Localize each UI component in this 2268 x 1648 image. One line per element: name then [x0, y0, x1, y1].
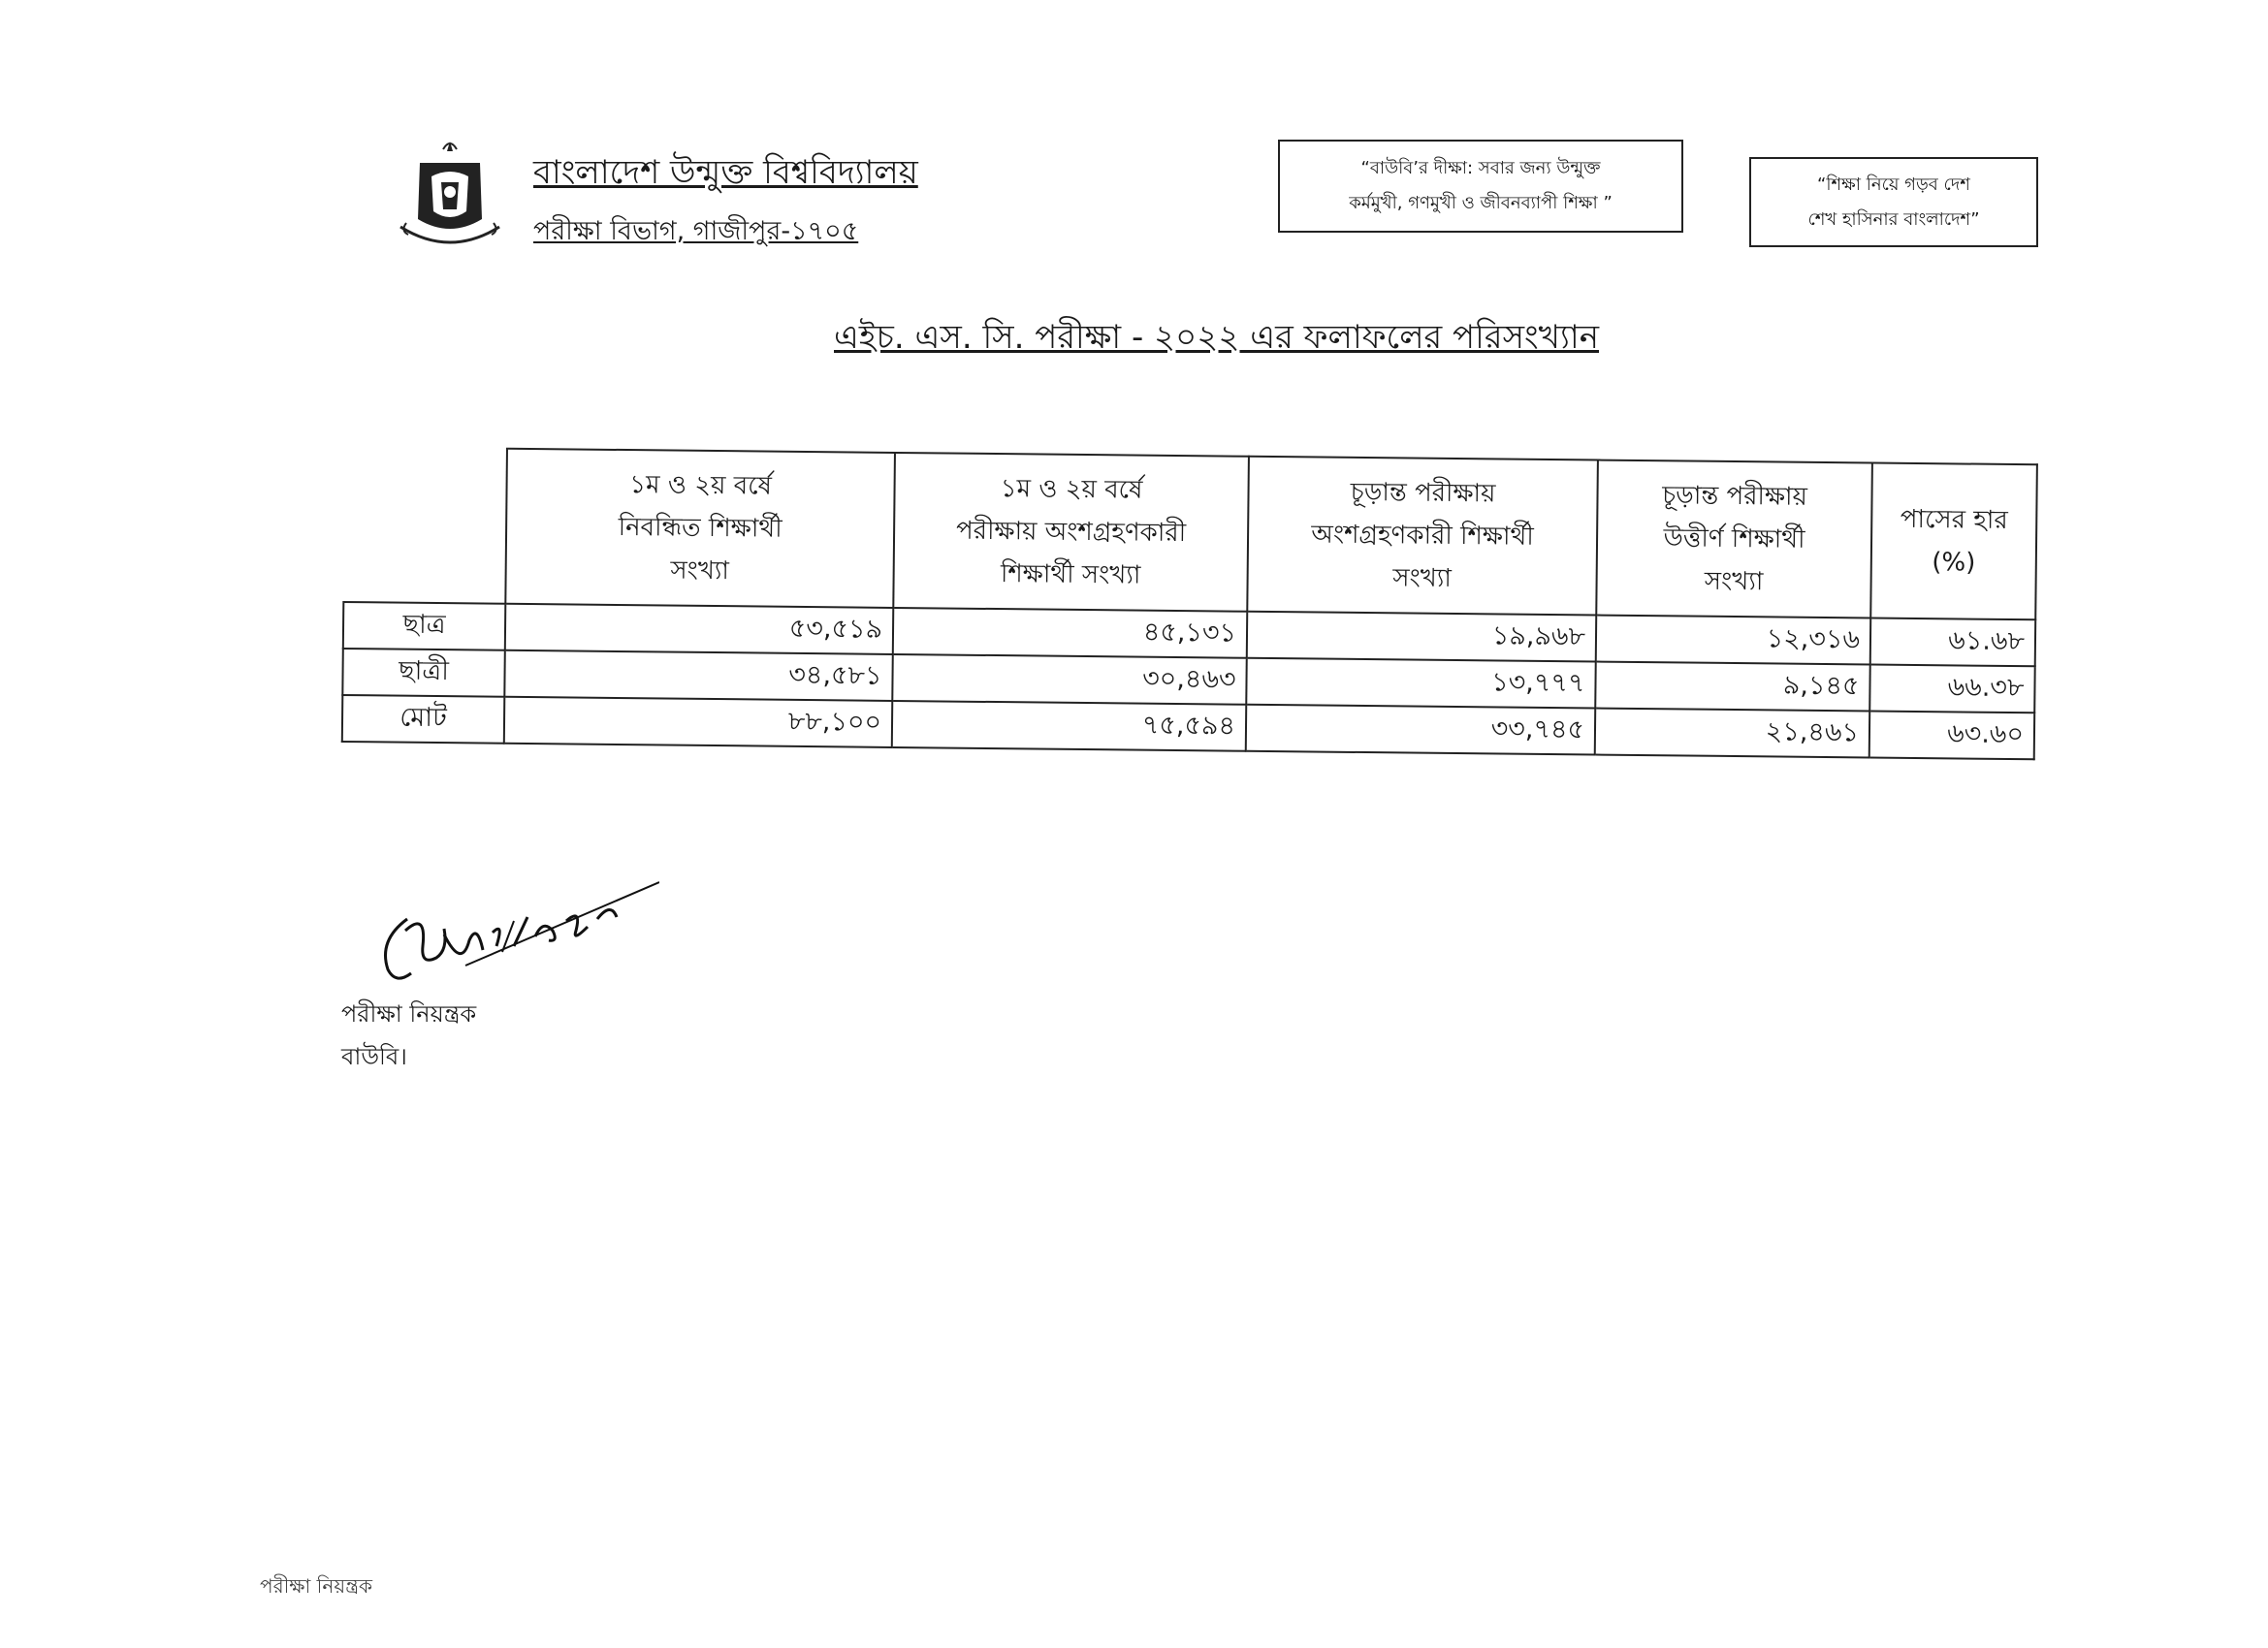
table-corner-cell	[343, 447, 507, 604]
column-header-passed: চূড়ান্ত পরীক্ষায় উত্তীর্ণ শিক্ষার্থী সংখ্যা	[1596, 460, 1872, 618]
registered-cell: ৮৮,১০০	[504, 697, 892, 747]
final-participants-cell: ১৩,৭৭৭	[1246, 658, 1595, 709]
column-header-final-participants: চূড়ান্ত পরীক্ষায় অংশগ্রহণকারী শিক্ষার্থী সংখ্যা	[1247, 457, 1598, 616]
final-participants-cell: ১৯,৯৬৮	[1247, 612, 1596, 662]
participated-cell: ৩০,৪৬৩	[892, 654, 1246, 705]
final-participants-cell: ৩৩,৭৪৫	[1246, 705, 1595, 755]
column-header-participated: ১ম ও ২য় বর্ষে পরীক্ষায় অংশগ্রহণকারী শিক্ষার্থী সংখ্যা	[893, 453, 1249, 612]
footer-stamp: পরীক্ষা নিয়ন্ত্রক	[260, 1574, 372, 1598]
participated-cell: ৭৫,৫৯৪	[892, 701, 1246, 751]
signatory-organization: বাউবি।	[341, 1043, 407, 1070]
bou-motto-line-1: “বাউবি’র দীক্ষা: সবার জন্য উন্মুক্ত	[1360, 158, 1601, 178]
column-header-registered: ১ম ও ২য় বর্ষে নিবন্ধিত শিক্ষার্থী সংখ্যা	[505, 449, 895, 608]
bou-motto-line-2: কর্মমুখী, গণমুখী ও জীবনব্যাপী শিক্ষা ”	[1349, 193, 1613, 213]
handwritten-signature	[368, 872, 659, 998]
signatory-role: পরীক্ষা নিয়ন্ত্রক	[341, 1000, 477, 1028]
pass-rate-cell: ৬৩.৬০	[1869, 711, 2034, 759]
registered-cell: ৩৪,৫৮১	[504, 650, 892, 701]
university-name: বাংলাদেশ উন্মুক্ত বিশ্ববিদ্যালয়	[533, 153, 918, 192]
national-motto-box	[1749, 157, 2038, 247]
page-title: এইচ. এস. সি. পরীক্ষা - ২০২২ এর ফলাফলের পরিসংখ্যান	[834, 318, 1600, 357]
bou-motto-box	[1278, 140, 1683, 233]
row-label: ছাত্রী	[342, 649, 504, 697]
participated-cell: ৪৫,১৩১	[893, 608, 1247, 658]
pass-rate-cell: ৬১.৬৮	[1870, 618, 2035, 666]
national-motto-line-1: “শিক্ষা নিয়ে গড়ব দেশ	[1817, 174, 1970, 195]
row-label: মোট	[342, 695, 504, 744]
column-header-pass-rate: পাসের হার (%)	[1870, 463, 2037, 620]
university-logo	[393, 134, 507, 258]
department-address: পরীক্ষা বিভাগ, গাজীপুর-১৭০৫	[533, 216, 859, 246]
passed-cell: ১২,৩১৬	[1596, 616, 1870, 665]
table-header-row	[343, 447, 2037, 619]
passed-cell: ২১,৪৬১	[1595, 709, 1869, 758]
passed-cell: ৯,১৪৫	[1595, 662, 1869, 712]
pass-rate-cell: ৬৬.৩৮	[1869, 664, 2034, 713]
row-label: ছাত্র	[343, 602, 505, 650]
results-table	[341, 446, 2038, 760]
national-motto-line-2: শেখ হাসিনার বাংলাদেশ”	[1807, 208, 1980, 230]
registered-cell: ৫৩,৫১৯	[505, 604, 893, 654]
